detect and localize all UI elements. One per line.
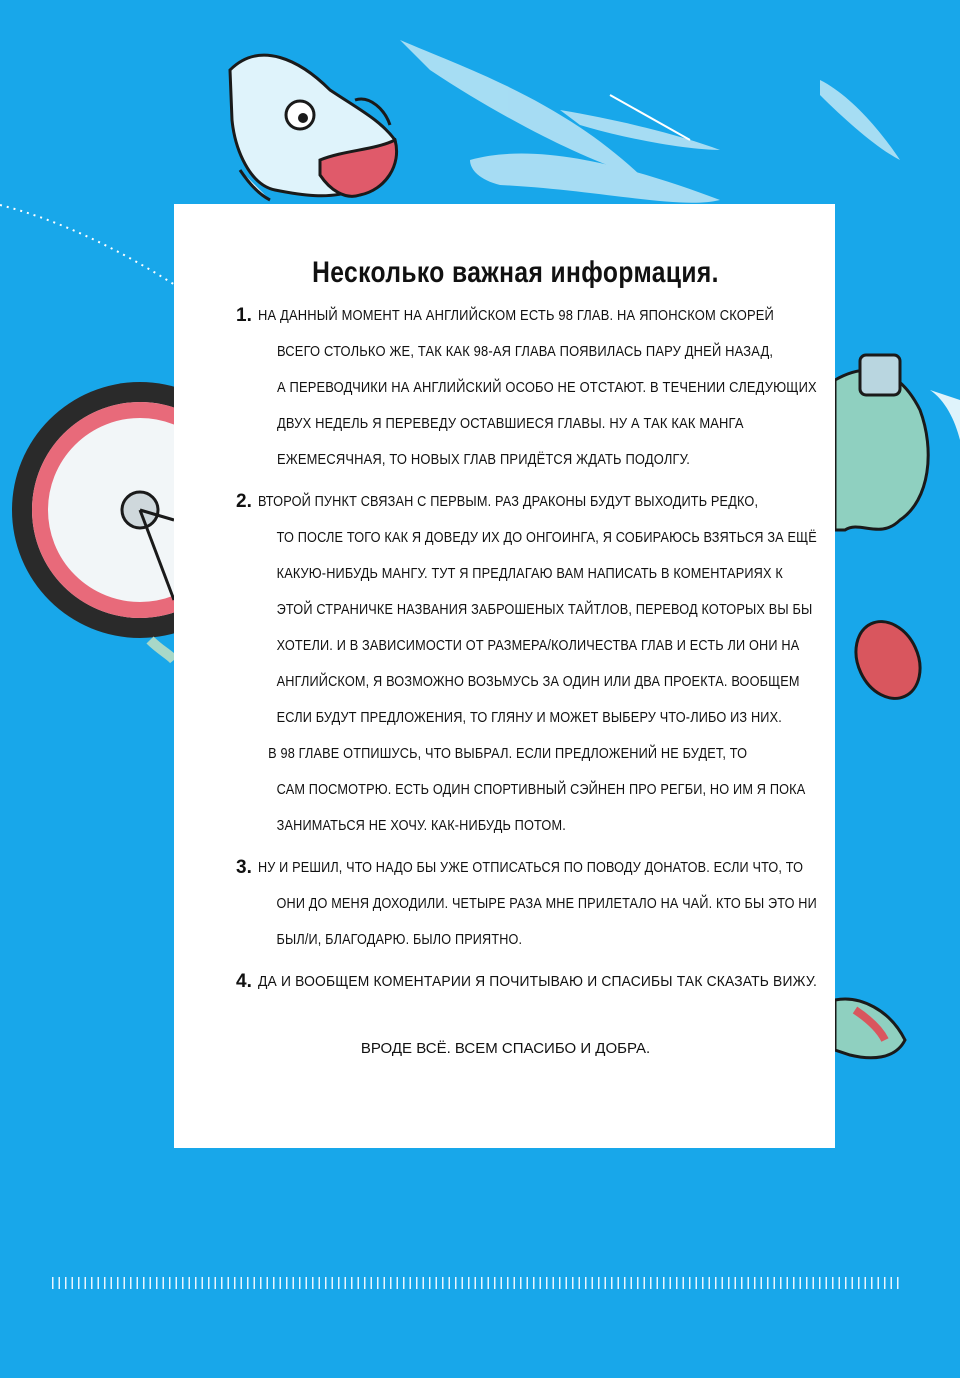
text-line: ТО ПОСЛЕ ТОГО КАК Я ДОВЕДУ ИХ ДО ОНГОИНГА, Я СОБИРАЮСЬ ВЗЯТЬСЯ ЗА ЕЩЁ <box>276 529 817 546</box>
text-line: БЫЛ/И, БЛАГОДАРЮ. БЫЛО ПРИЯТНО. <box>276 931 523 948</box>
text-line: ЕСЛИ БУДУТ ПРЕДЛОЖЕНИЯ, ТО ГЛЯНУ И МОЖЕТ ВЫБЕРУ ЧТО-ЛИБО ИЗ НИХ. <box>276 709 782 726</box>
page-title: Несколько важная информация. <box>312 256 719 289</box>
item-number: 3. <box>236 857 252 878</box>
item-text <box>258 298 907 478</box>
list-item <box>236 850 817 958</box>
item-number: 2. <box>236 491 252 512</box>
text-line: ЭТОЙ СТРАНИЧКЕ НАЗВАНИЯ ЗАБРОШЕНЫХ ТАЙТЛОВ, ПЕРЕВОД КОТОРЫХ ВЫ БЫ <box>276 601 813 618</box>
text-line: ХОТЕЛИ. И В ЗАВИСИМОСТИ ОТ РАЗМЕРА/КОЛИЧЕСТВА ГЛАВ И ЕСТЬ ЛИ ОНИ НА <box>276 637 800 654</box>
item-text <box>258 484 918 844</box>
text-line: ВТОРОЙ ПУНКТ СВЯЗАН С ПЕРВЫМ. РАЗ ДРАКОНЫ БУДУТ ВЫХОДИТЬ РЕДКО, <box>258 493 759 510</box>
item-number: 1. <box>236 305 252 326</box>
text-line: В 98 ГЛАВЕ ОТПИШУСЬ, ЧТО ВЫБРАЛ. ЕСЛИ ПРЕДЛОЖЕНИЙ НЕ БУДЕТ, ТО <box>268 745 748 762</box>
item-number: 4. <box>236 971 252 992</box>
list-item <box>236 484 817 844</box>
text-line: ДВУХ НЕДЕЛЬ Я ПЕРЕВЕДУ ОСТАВШИЕСЯ ГЛАВЫ. НУ А ТАК КАК МАНГА <box>276 415 744 432</box>
text-line: НА ДАННЫЙ МОМЕНТ НА АНГЛИЙСКОМ ЕСТЬ 98 ГЛАВ. НА ЯПОНСКОМ СКОРЕЙ <box>258 307 774 324</box>
item-text <box>258 964 864 1000</box>
info-card <box>174 204 835 1148</box>
list-item <box>236 298 817 478</box>
text-line: АНГЛИЙСКОМ, Я ВОЗМОЖНО ВОЗЬМУСЬ ЗА ОДИН ИЛИ ДВА ПРОЕКТА. ВООБЩЕМ <box>276 673 800 690</box>
text-line: ОНИ ДО МЕНЯ ДОХОДИЛИ. ЧЕТЫРЕ РАЗА МНЕ ПРИЛЕТАЛО НА ЧАЙ. КТО БЫ ЭТО НИ <box>276 895 817 912</box>
text-line: САМ ПОСМОТРЮ. ЕСТЬ ОДИН СПОРТИВНЫЙ СЭЙНЕН ПРО РЕГБИ, НО ИМ Я ПОКА <box>276 781 806 798</box>
dotted-trail <box>0 205 175 285</box>
item-text <box>258 850 921 958</box>
text-line: ВСЕГО СТОЛЬКО ЖЕ, ТАК КАК 98-АЯ ГЛАВА ПОЯВИЛАСЬ ПАРУ ДНЕЙ НАЗАД, <box>276 343 774 360</box>
text-line: ЕЖЕМЕСЯЧНАЯ, ТО НОВЫХ ГЛАВ ПРИДЁТСЯ ЖДАТЬ ПОДОЛГУ. <box>276 451 691 468</box>
text-line: ЗАНИМАТЬСЯ НЕ ХОЧУ. КАК-НИБУДЬ ПОТОМ. <box>276 817 566 834</box>
creature-illustration <box>230 55 397 200</box>
text-line: ДА И ВООБЩЕМ КОМЕНТАРИИ Я ПОЧИТЫВАЮ И СПАСИБЫ ТАК СКАЗАТЬ ВИЖУ. <box>258 973 818 990</box>
text-line: НУ И РЕШИЛ, ЧТО НАДО БЫ УЖЕ ОТПИСАТЬСЯ ПО ПОВОДУ ДОНАТОВ. ЕСЛИ ЧТО, ТО <box>258 859 804 876</box>
motion-streaks <box>400 40 900 203</box>
text-line: А ПЕРЕВОДЧИКИ НА АНГЛИЙСКИЙ ОСОБО НЕ ОТСТАЮТ. В ТЕЧЕНИИ СЛЕДУЮЩИХ <box>276 379 817 396</box>
decorative-dash-strip <box>52 1277 902 1289</box>
closing-text: ВРОДЕ ВСЁ. ВСЕМ СПАСИБО И ДОБРА. <box>360 1040 651 1057</box>
text-line: КАКУЮ-НИБУДЬ МАНГУ. ТУТ Я ПРЕДЛАГАЮ ВАМ НАПИСАТЬ В КОМЕНТАРИЯХ К <box>276 565 783 582</box>
list-item <box>236 964 818 1000</box>
